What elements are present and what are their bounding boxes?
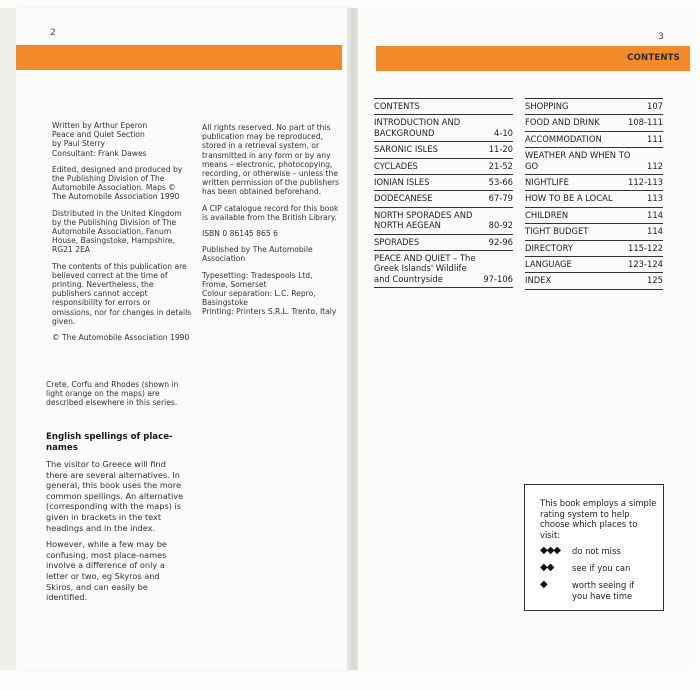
toc-item-title: INDEX: [525, 275, 552, 286]
spellings-para-2: However, while a few may be confusing, most place-names involve a difference of only a letter or two, eg Skyros and Skiros, and can easily be identified.: [46, 539, 167, 603]
spellings-heading: English spellings of place-names: [46, 432, 173, 453]
isbn: ISBN 0 86145 865 6: [202, 229, 278, 239]
rights-column: [202, 123, 340, 324]
three-diamonds-icon: ◆◆◆: [540, 545, 561, 556]
credits-column: [52, 121, 192, 349]
toc-item-contents[interactable]: [374, 98, 513, 114]
rating-label: worth seeing if you have time: [572, 580, 635, 601]
toc-item-cyclades[interactable]: [374, 158, 513, 174]
toc-item-page: 125: [647, 275, 663, 286]
toc-item-title: ACCOMMODATION: [525, 133, 602, 144]
toc-item-peace-and-quiet[interactable]: [374, 250, 513, 288]
rating-row-see-if-you-can: [540, 563, 662, 574]
spellings-para-1: The visitor to Greece will find there are several alternatives. In general, this book uses the more common spellings. An alternative (corresponding with the maps) is given in brackets in the text headings and in the index.: [46, 459, 184, 533]
toc-item-introduction[interactable]: [374, 114, 513, 141]
typesetting: Typesetting: Tradespools Ltd, Frome, Somerset: [202, 270, 313, 289]
toc-item-index[interactable]: [525, 272, 663, 289]
toc-item-title: SHOPPING: [525, 101, 569, 111]
toc-item-children[interactable]: [525, 207, 663, 223]
rating-intro: This book employs a simple rating system to help choose which places to visit:: [540, 498, 657, 540]
cip-record: A CIP catalogue record for this book is available from the British Library.: [202, 203, 339, 222]
credit-section-author: by Paul Sterry: [52, 139, 106, 149]
toc-item-title: LANGUAGE: [525, 259, 572, 270]
toc-column-2: [525, 98, 663, 290]
toc-item-page: 92-96: [488, 236, 513, 247]
toc-item-page: 112-113: [628, 177, 663, 188]
toc-item-page: 123-124: [628, 259, 663, 270]
toc-item-title: CYCLADES: [374, 160, 418, 171]
toc-item-title: INTRODUCTION AND BACKGROUND: [374, 117, 461, 138]
toc-item-accommodation[interactable]: [525, 131, 663, 147]
credit-author: Written by Arthur Eperon: [52, 121, 148, 130]
toc-column-1: [374, 98, 513, 288]
spellings-section: [46, 432, 186, 609]
toc-item-title: SARONIC ISLES: [374, 144, 438, 155]
toc-item-page: 97-106: [483, 273, 513, 284]
toc-item-title: PEACE AND QUIET – The Greek Islands' Wildlife and Countryside: [374, 253, 476, 284]
toc-item-page: 4-10: [493, 127, 513, 138]
toc-item-food-and-drink[interactable]: [525, 114, 663, 130]
toc-item-page: 112: [647, 160, 663, 171]
toc-item-title: HOW TO BE A LOCAL: [525, 193, 613, 204]
toc-item-page: 114: [647, 226, 663, 237]
rating-row-worth-seeing: [540, 580, 662, 601]
toc-item-weather[interactable]: [525, 147, 663, 174]
rating-label: do not miss: [572, 546, 621, 556]
page-number-left: 2: [50, 28, 56, 38]
toc-item-dodecanese[interactable]: [374, 190, 513, 206]
toc-item-title: WEATHER AND WHEN TO GO: [525, 150, 631, 171]
toc-item-page: 11-20: [488, 144, 513, 155]
toc-item-title: DIRECTORY: [525, 242, 573, 253]
credit-section: Peace and Quiet Section: [52, 130, 145, 140]
toc-item-nightlife[interactable]: [525, 174, 663, 190]
toc-item-page: 114: [647, 209, 663, 220]
rating-row-do-not-miss: [540, 546, 662, 557]
toc-item-page: 113: [647, 193, 663, 204]
toc-item-saronic-isles[interactable]: [374, 141, 513, 157]
distributed-by: Distributed in the United Kingdom by the Publishing Division of The Automobile Association, Fanum House, Basingstoke, Hampshire, RG21 2EA: [52, 208, 182, 255]
credit-lines: [52, 121, 192, 158]
one-diamond-icon: ◆: [540, 579, 547, 590]
toc-item-title: DODECANESE: [374, 193, 433, 204]
toc-item-page: 80-92: [488, 220, 513, 231]
rating-system-box: [524, 484, 664, 611]
toc-item-page: 53-66: [488, 177, 513, 188]
toc-item-title: CHILDREN: [525, 209, 569, 220]
rating-label: see if you can: [572, 563, 631, 573]
copyright: © The Automobile Association 1990: [52, 333, 190, 343]
orange-header-bar-left: [16, 45, 342, 70]
toc-item-title: NORTH SPORADES AND NORTH AEGEAN: [374, 209, 473, 231]
toc-item-sporades[interactable]: [374, 234, 513, 250]
toc-item-tight-budget[interactable]: [525, 223, 663, 239]
toc-item-directory[interactable]: [525, 240, 663, 256]
toc-item-page: 111: [647, 133, 663, 144]
page-number-right: 3: [658, 32, 664, 42]
toc-item-page: 107: [647, 101, 663, 111]
toc-item-title: IONIAN ISLES: [374, 177, 430, 188]
toc-item-page: 67-79: [488, 193, 513, 204]
two-diamonds-icon: ◆◆: [540, 562, 554, 573]
disclaimer: The contents of this publication are believed correct at the time of printing. Nevertheless, the publishers cannot accept responsibility for errors or omissions, nor for changes in details given.: [52, 261, 192, 326]
colour-separation: Colour separation: L.C. Repro, Basingstoke: [202, 289, 316, 308]
toc-item-page: 115-122: [628, 242, 663, 253]
toc-item-ionian-isles[interactable]: [374, 174, 513, 190]
contents-header-title: CONTENTS: [627, 53, 680, 63]
series-note: Crete, Corfu and Rhodes (shown in light orange on the maps) are described elsewhere in this series.: [46, 380, 179, 408]
toc-item-title: FOOD AND DRINK: [525, 117, 600, 128]
toc-item-language[interactable]: [525, 256, 663, 272]
credit-consultant: Consultant: Frank Dawes: [52, 148, 147, 158]
edited-by: Edited, designed and produced by the Publishing Division of The Automobile Association. Maps © The Automobile Association 1990: [52, 164, 183, 202]
publisher: Published by The Automobile Association: [202, 245, 313, 264]
orange-header-bar-right: [376, 46, 690, 71]
page-edge: [0, 8, 16, 670]
rights-reserved: All rights reserved. No part of this publication may be reproduced, stored in a retrieval system, or transmitted in any form or by any means – electronic, photocopying, recording, or otherwise – unless the written permission of the publishers has been obtained beforehand.: [202, 123, 339, 197]
printing: Printing: Printers S.R.L. Trento, Italy: [202, 307, 337, 317]
toc-item-page: 108-111: [628, 117, 663, 128]
toc-item-north-sporades[interactable]: [374, 207, 513, 234]
toc-item-title: TIGHT BUDGET: [525, 226, 589, 237]
left-page: [16, 8, 350, 670]
toc-item-page: 21-52: [488, 160, 513, 171]
toc-item-shopping[interactable]: [525, 98, 663, 114]
toc-item-title: NIGHTLIFE: [525, 177, 569, 188]
toc-item-how-to-be-a-local[interactable]: [525, 190, 663, 206]
toc-item-title: SPORADES: [374, 236, 420, 247]
toc-item-title: CONTENTS: [374, 101, 420, 111]
